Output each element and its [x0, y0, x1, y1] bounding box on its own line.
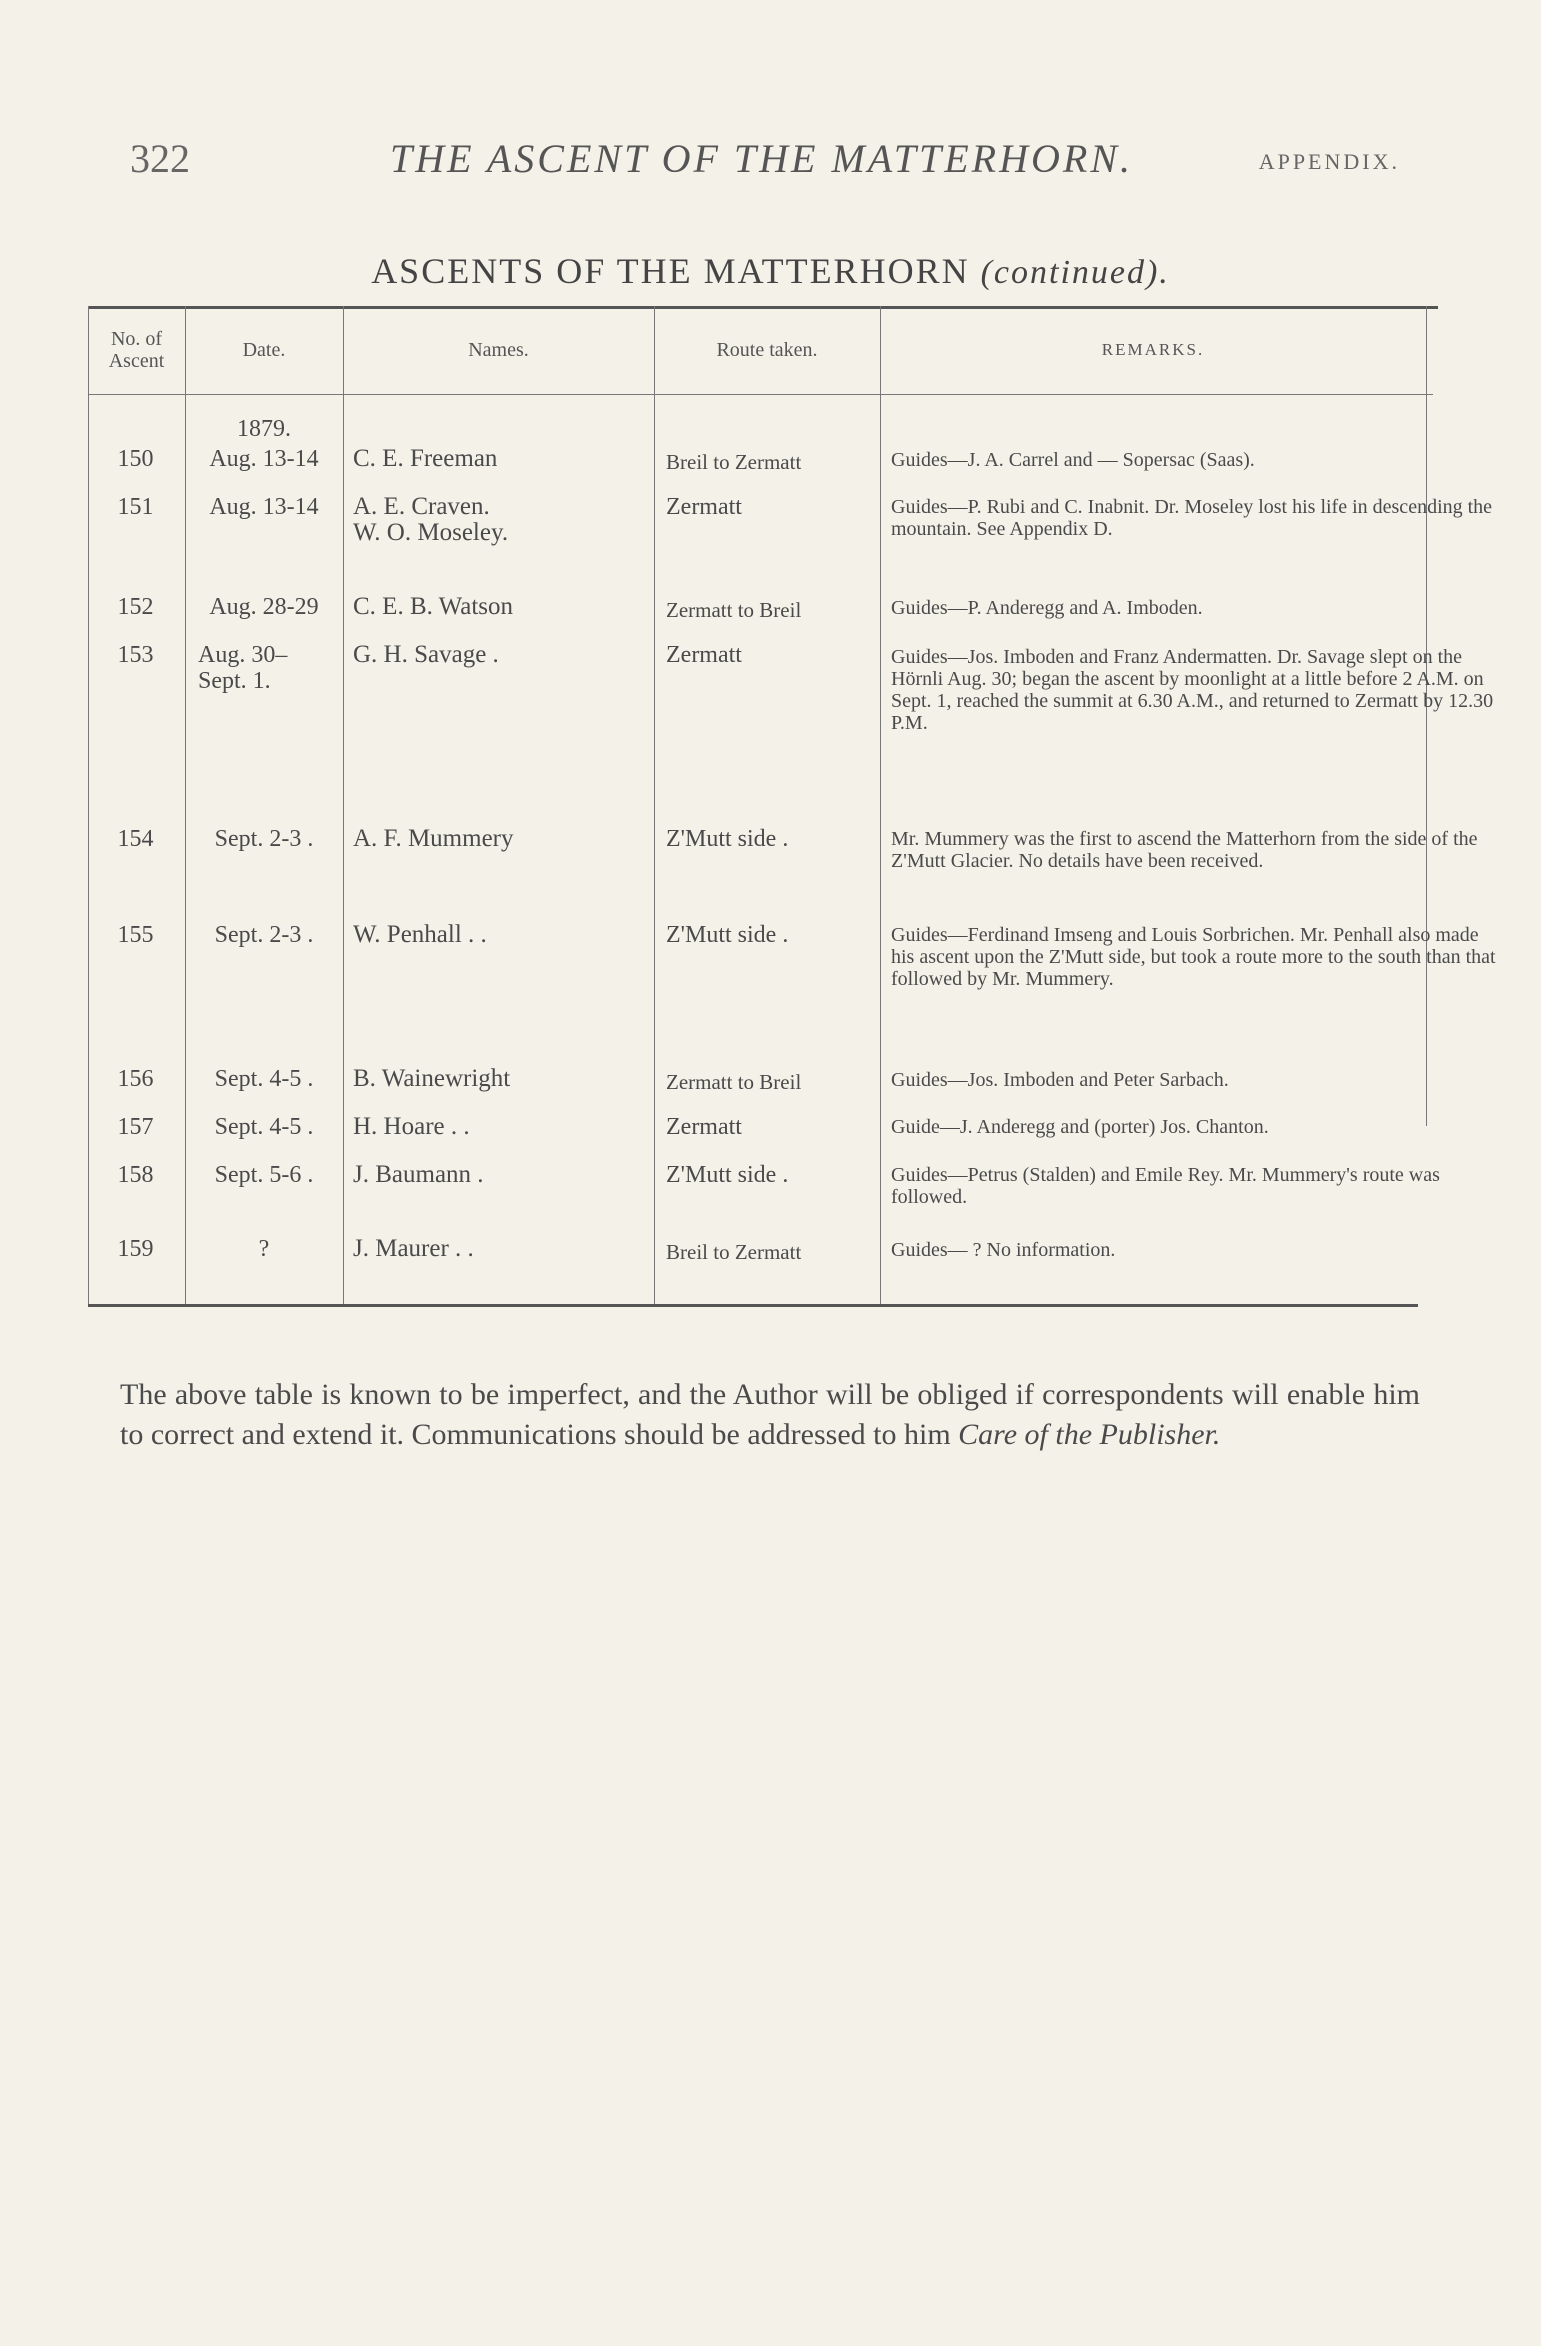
- footer-text: The above table is known to be imperfect, and the Author will be obliged if correspondents will enable him to correct and extend it. Communications should be addressed to him: [120, 1378, 1420, 1451]
- row-route: Z'Mutt side .: [666, 826, 789, 852]
- row-remarks: Guides—Jos. Imboden and Peter Sarbach.: [891, 1069, 1229, 1091]
- table-title-suffix: (continued).: [980, 254, 1170, 291]
- row-date: Sept. 2-3 .: [214, 826, 314, 852]
- header-names: Names.: [468, 339, 529, 361]
- row-names: A. E. Craven. W. O. Moseley.: [353, 493, 509, 546]
- row-remarks: Guides—Petrus (Stalden) and Emile Rey. Mr. Mummery's route was followed.: [891, 1164, 1440, 1208]
- column-divider: [343, 306, 344, 1304]
- row-no: 153: [117, 642, 154, 668]
- table-header-rule: [88, 394, 1433, 395]
- row-names: J. Maurer . .: [353, 1235, 474, 1262]
- row-remarks: Mr. Mummery was the first to ascend the Matterhorn from the side of the Z'Mutt Glacier. No details have been received.: [891, 828, 1478, 872]
- row-no: 152: [117, 594, 154, 620]
- row-route: Z'Mutt side .: [666, 1162, 789, 1188]
- row-remarks: Guides—P. Rubi and C. Inabnit. Dr. Moseley lost his life in descending the mountain. See Appendix D.: [891, 496, 1493, 540]
- row-route: Zermatt to Breil: [666, 1070, 802, 1094]
- row-remarks: Guides—Ferdinand Imseng and Louis Sorbrichen. Mr. Penhall also made his ascent upon the Z'Mutt side, but took a route more to the south than that followed by Mr. Mummery.: [891, 924, 1496, 990]
- running-title: THE ASCENT OF THE MATTERHORN.: [390, 136, 1133, 181]
- row-names: A. F. Mummery: [353, 825, 514, 852]
- row-route: Z'Mutt side .: [666, 922, 789, 948]
- row-date: Aug. 30– Sept. 1.: [198, 642, 288, 694]
- row-no: 155: [117, 922, 154, 948]
- row-route: Zermatt: [666, 1114, 742, 1140]
- row-remarks: Guide—J. Anderegg and (porter) Jos. Chanton.: [891, 1116, 1269, 1138]
- row-names: H. Hoare . .: [353, 1113, 470, 1140]
- row-date: Aug. 13-14: [209, 446, 319, 472]
- table-title: [0, 250, 1541, 292]
- row-date: Sept. 5-6 .: [214, 1162, 314, 1188]
- table-title-text: ASCENTS OF THE MATTERHORN: [371, 251, 970, 291]
- row-no: 159: [117, 1236, 154, 1262]
- footer-note: [120, 1375, 1420, 1455]
- column-divider: [654, 306, 655, 1304]
- row-date: ?: [258, 1236, 270, 1262]
- year-label: 1879.: [237, 416, 291, 442]
- row-remarks: Guides— ? No information.: [891, 1239, 1116, 1261]
- row-route: Zermatt: [666, 494, 742, 520]
- row-no: 154: [117, 826, 154, 852]
- row-no: 150: [117, 446, 154, 472]
- header-date: Date.: [242, 339, 286, 361]
- row-remarks: Guides—P. Anderegg and A. Imboden.: [891, 597, 1203, 619]
- page-number: 322: [130, 136, 190, 181]
- row-date: Aug. 13-14: [209, 494, 319, 520]
- row-names: W. Penhall . .: [353, 921, 487, 948]
- row-route: Breil to Zermatt: [666, 1240, 802, 1264]
- row-date: Sept. 4-5 .: [214, 1066, 314, 1092]
- column-divider: [185, 306, 186, 1304]
- ascents-table: [88, 306, 1496, 1306]
- row-remarks: Guides—J. A. Carrel and — Sopersac (Saas).: [891, 449, 1255, 471]
- row-remarks: Guides—Jos. Imboden and Franz Andermatten. Dr. Savage slept on the Hörnli Aug. 30; began the ascent by moonlight at a little before 2 A.M. on Sept. 1, reached the summit at 6.30 A.M., and returned to Zermatt by 12.30 P.M.: [891, 646, 1494, 734]
- row-names: C. E. B. Watson: [353, 593, 514, 620]
- row-names: C. E. Freeman: [353, 445, 498, 472]
- row-route: Zermatt to Breil: [666, 598, 802, 622]
- row-no: 151: [117, 494, 154, 520]
- row-route: Breil to Zermatt: [666, 450, 802, 474]
- footer-italic: Care of the Publisher.: [958, 1418, 1221, 1451]
- row-no: 158: [117, 1162, 154, 1188]
- row-date: Sept. 2-3 .: [214, 922, 314, 948]
- row-date: Aug. 28-29: [209, 594, 319, 620]
- header-no: No. of Ascent: [108, 328, 165, 372]
- section-label: APPENDIX.: [1258, 149, 1400, 174]
- page-header: [130, 135, 1400, 185]
- row-names: G. H. Savage .: [353, 641, 499, 668]
- header-route: Route taken.: [716, 339, 818, 361]
- row-names: B. Wainewright: [353, 1065, 511, 1092]
- header-remarks: REMARKS.: [1101, 340, 1205, 359]
- row-names: J. Baumann .: [353, 1161, 484, 1188]
- row-route: Zermatt: [666, 642, 742, 668]
- row-date: Sept. 4-5 .: [214, 1114, 314, 1140]
- table-bottom-rule: [88, 1304, 1418, 1307]
- row-no: 157: [117, 1114, 154, 1140]
- row-no: 156: [117, 1066, 154, 1092]
